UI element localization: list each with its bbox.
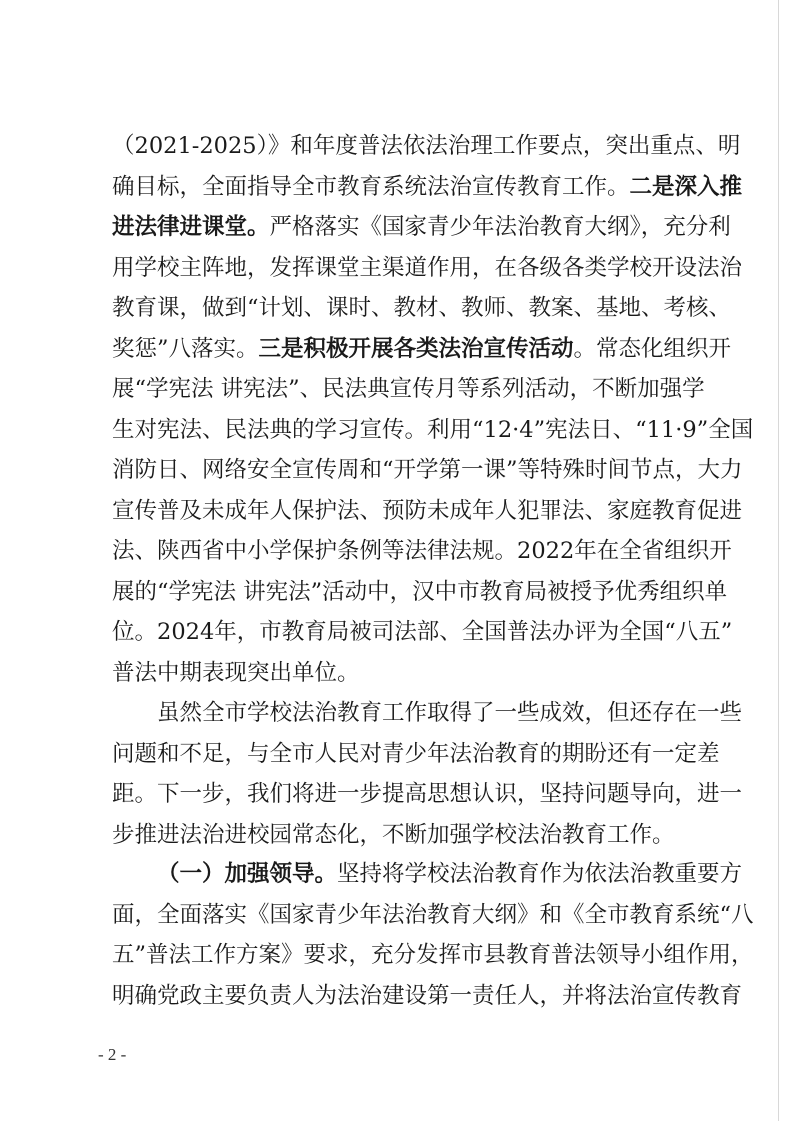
section-text: 坚持将学校法治教育作为依法治教重要方: [337, 861, 743, 887]
text-line: 五”普法工作方案》要求，充分发挥市县教育普法领导小组作用，: [112, 942, 754, 968]
text-line: 奖惩”八落实。三是积极开展各类法治宣传活动。常态化组织开: [112, 335, 732, 362]
text-line: 消防日、网络安全宣传周和“开学第一课”等特殊时间节点，大力: [112, 457, 743, 483]
text-line: 普法中期表现突出单位。: [112, 659, 360, 686]
text-line: [112, 854, 743, 895]
paragraph-continued: [112, 126, 754, 693]
page-number: - 2 -: [98, 1045, 127, 1064]
text-line: 法、陕西省中小学保护条例等法律法规。2022年在全省组织开: [112, 538, 732, 564]
emphasis-text: 进法律进课堂。: [112, 214, 270, 240]
text-line: 步推进法治进校园常态化，不断加强学校法治教育工作。: [112, 821, 675, 848]
section-heading: （一）加强领导。: [157, 861, 338, 887]
paragraph-summary: [112, 693, 743, 855]
text-line: 展的“学宪法 讲宪法”活动中，汉中市教育局被授予优秀组织单: [112, 578, 728, 605]
text-line: 用学校主阵地，发挥课堂主渠道作用，在各级各类学校开设法治: [112, 254, 743, 281]
emphasis-text: 三是积极开展各类法治宣传活动: [258, 335, 574, 362]
text-line: 距。下一步，我们将进一步提高思想认识，坚持问题导向，进一: [112, 781, 743, 807]
text-line: 面，全面落实《国家青少年法治教育大纲》和《全市教育系统“八: [112, 901, 754, 928]
text-line: 生对宪法、民法典的学习宣传。利用“12·4”宪法日、“11·9”全国: [112, 416, 754, 443]
text-line: 问题和不足，与全市人民对青少年法治教育的期盼还有一定差: [112, 740, 720, 767]
text-line: 宣传普及未成年人保护法、预防未成年人犯罪法、家庭教育促进: [112, 497, 743, 524]
text-line: （2021-2025）》和年度普法依法治理工作要点，突出重点、明: [112, 133, 741, 159]
text-line: 进法律进课堂。严格落实《国家青少年法治教育大纲》，充分利: [112, 214, 731, 240]
text-line: 虽然全市学校法治教育工作取得了一些成效，但还存在一些: [157, 700, 743, 726]
text-line: 确目标，全面指导全市教育系统法治宣传教育工作。二是深入推: [112, 173, 743, 200]
paragraph-section-1: [112, 854, 754, 1016]
text-line: 位。2024年，市教育局被司法部、全国普法办评为全国“八五”: [112, 619, 733, 645]
text-line: 教育课，做到“计划、课时、教材、教师、教案、基地、考核、: [112, 295, 732, 321]
emphasis-text: 二是深入推: [629, 173, 743, 200]
scan-edge-line: [778, 0, 779, 1121]
text-line: 明确党政主要负责人为法治建设第一责任人，并将法治宣传教育: [112, 982, 743, 1009]
text-line: 展“学宪法 讲宪法”、民法典宣传月等系列活动，不断加强学: [112, 376, 705, 402]
